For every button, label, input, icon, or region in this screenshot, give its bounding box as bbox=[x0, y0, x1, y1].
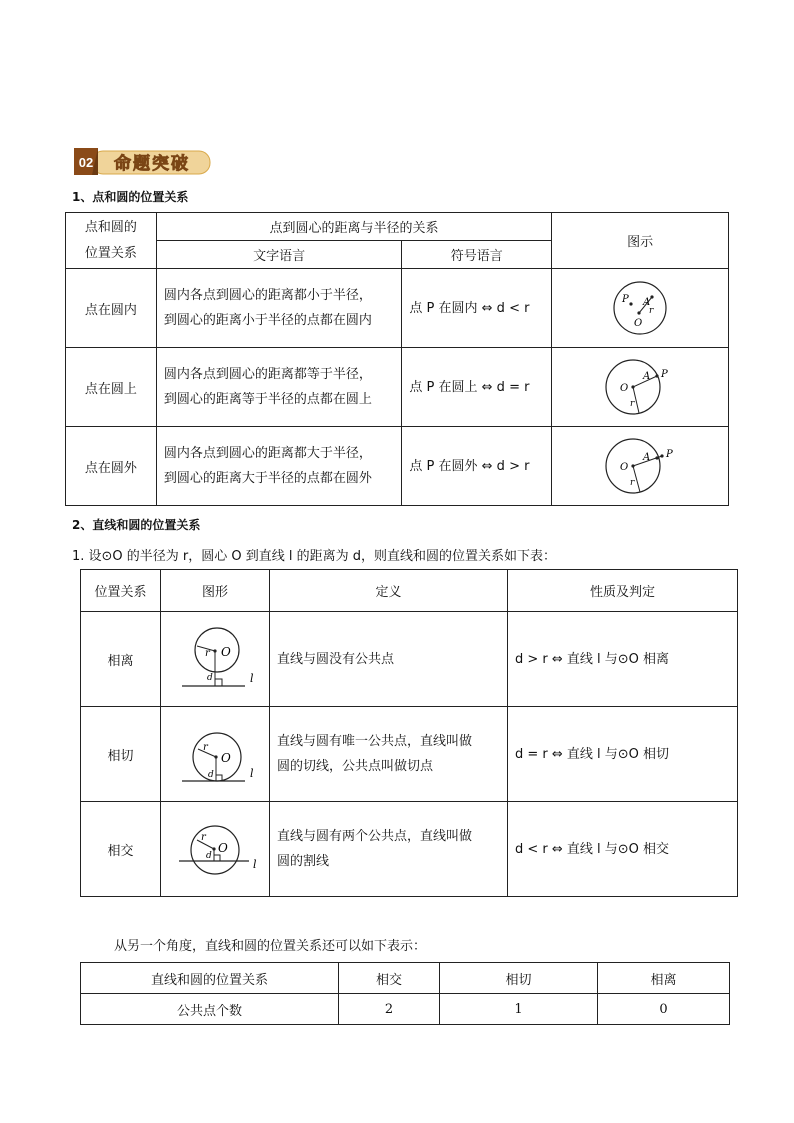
badge-title: 命题突破 bbox=[114, 154, 190, 174]
svg-text:O: O bbox=[218, 841, 228, 855]
svg-text:r: r bbox=[630, 478, 635, 488]
svg-text:r: r bbox=[205, 648, 210, 659]
table-row bbox=[81, 612, 738, 707]
header-position: 位置关系 bbox=[81, 570, 161, 612]
svg-text:r: r bbox=[203, 742, 208, 753]
row-text-language: 圆内各点到圆心的距离都等于半径， 到圆心的距离等于半径的点都在圆上 bbox=[156, 348, 402, 427]
svg-text:d: d bbox=[208, 770, 214, 780]
row-text-language: 圆内各点到圆心的距离都大于半径， 到圆心的距离大于半径的点都在圆外 bbox=[156, 427, 402, 506]
svg-text:A: A bbox=[643, 371, 651, 382]
count-row-label: 公共点个数 bbox=[81, 994, 339, 1025]
header-symbol-language: 符号语言 bbox=[402, 241, 552, 269]
svg-text:O: O bbox=[221, 645, 231, 659]
row-definition: 直线与圆有两个公共点，直线叫做 圆的割线 bbox=[270, 802, 508, 897]
row-symbol-language: 点 P 在圆外 ⇔ d > r bbox=[402, 427, 552, 506]
figure-intersect bbox=[161, 802, 270, 897]
section1-heading: 1、点和圆的位置关系 bbox=[72, 190, 189, 204]
tangent-diagram bbox=[167, 719, 263, 789]
svg-text:P: P bbox=[661, 369, 668, 380]
svg-text:O: O bbox=[620, 462, 629, 473]
line-circle-table bbox=[80, 569, 738, 897]
count-header-relation: 直线和圆的位置关系 bbox=[81, 963, 339, 994]
section2-intro: 1. 设⊙O 的半径为 r，圆心 O 到直线 l 的距离为 d，则直线和圆的位置关系如下表： bbox=[72, 549, 557, 564]
table-row bbox=[66, 348, 729, 427]
svg-text:r: r bbox=[630, 399, 635, 409]
svg-text:l: l bbox=[250, 672, 254, 685]
svg-text:A: A bbox=[643, 452, 651, 463]
badge-graphic bbox=[72, 146, 214, 178]
point-inside-diagram bbox=[605, 278, 675, 338]
row-property: d = r ⇔ 直线 l 与⊙O 相切 bbox=[508, 707, 738, 802]
row-text-language: 圆内各点到圆心的距离都小于半径， 到圆心的距离小于半径的点都在圆内 bbox=[156, 269, 402, 348]
table-row bbox=[81, 707, 738, 802]
table-row bbox=[66, 269, 729, 348]
header-text-language: 文字语言 bbox=[156, 241, 402, 269]
count-header-tangent: 相切 bbox=[440, 963, 598, 994]
svg-text:O: O bbox=[634, 318, 643, 329]
header-position-relation: 点和圆的 位置关系 bbox=[66, 213, 157, 269]
row-name: 点在圆内 bbox=[66, 269, 157, 348]
figure-point-inside bbox=[552, 269, 729, 348]
another-angle-text: 从另一个角度，直线和圆的位置关系还可以如下表示： bbox=[114, 939, 427, 954]
row-property: d < r ⇔ 直线 l 与⊙O 相交 bbox=[508, 802, 738, 897]
count-separate-value: 0 bbox=[598, 994, 730, 1025]
common-points-table bbox=[80, 962, 730, 1025]
count-intersect-value: 2 bbox=[339, 994, 440, 1025]
row-name: 点在圆外 bbox=[66, 427, 157, 506]
intersect-diagram bbox=[167, 814, 263, 884]
header-figure: 图形 bbox=[161, 570, 270, 612]
table-row bbox=[81, 802, 738, 897]
row-property: d > r ⇔ 直线 l 与⊙O 相离 bbox=[508, 612, 738, 707]
svg-text:r: r bbox=[649, 306, 654, 316]
figure-tangent bbox=[161, 707, 270, 802]
row-symbol-language: 点 P 在圆内 ⇔ d < r bbox=[402, 269, 552, 348]
header-definition: 定义 bbox=[270, 570, 508, 612]
svg-text:d: d bbox=[206, 851, 212, 861]
section-badge bbox=[72, 146, 214, 178]
point-on-diagram bbox=[600, 355, 680, 419]
point-outside-diagram bbox=[600, 434, 680, 498]
header-figure: 图示 bbox=[552, 213, 729, 269]
count-header-separate: 相离 bbox=[598, 963, 730, 994]
svg-text:d: d bbox=[207, 673, 213, 683]
svg-text:P: P bbox=[622, 294, 629, 305]
row-name: 相离 bbox=[81, 612, 161, 707]
svg-text:l: l bbox=[253, 858, 257, 871]
svg-text:O: O bbox=[620, 383, 629, 394]
figure-point-on bbox=[552, 348, 729, 427]
badge-number: 02 bbox=[78, 155, 94, 170]
header-property: 性质及判定 bbox=[508, 570, 738, 612]
figure-separate bbox=[161, 612, 270, 707]
row-definition: 直线与圆没有公共点 bbox=[270, 612, 508, 707]
header-distance-group: 点到圆心的距离与半径的关系 bbox=[156, 213, 551, 241]
table-row bbox=[66, 427, 729, 506]
svg-text:r: r bbox=[201, 832, 206, 843]
row-definition: 直线与圆有唯一公共点，直线叫做 圆的切线，公共点叫做切点 bbox=[270, 707, 508, 802]
row-name: 相切 bbox=[81, 707, 161, 802]
svg-text:O: O bbox=[221, 751, 231, 765]
svg-text:l: l bbox=[250, 767, 254, 780]
count-tangent-value: 1 bbox=[440, 994, 598, 1025]
count-header-intersect: 相交 bbox=[339, 963, 440, 994]
row-symbol-language: 点 P 在圆上 ⇔ d = r bbox=[402, 348, 552, 427]
svg-text:A: A bbox=[643, 297, 651, 308]
section2-heading: 2、直线和圆的位置关系 bbox=[72, 518, 201, 532]
point-circle-table bbox=[65, 212, 729, 506]
separate-diagram bbox=[167, 624, 263, 694]
svg-text:P: P bbox=[666, 449, 673, 460]
row-name: 点在圆上 bbox=[66, 348, 157, 427]
row-name: 相交 bbox=[81, 802, 161, 897]
figure-point-outside bbox=[552, 427, 729, 506]
